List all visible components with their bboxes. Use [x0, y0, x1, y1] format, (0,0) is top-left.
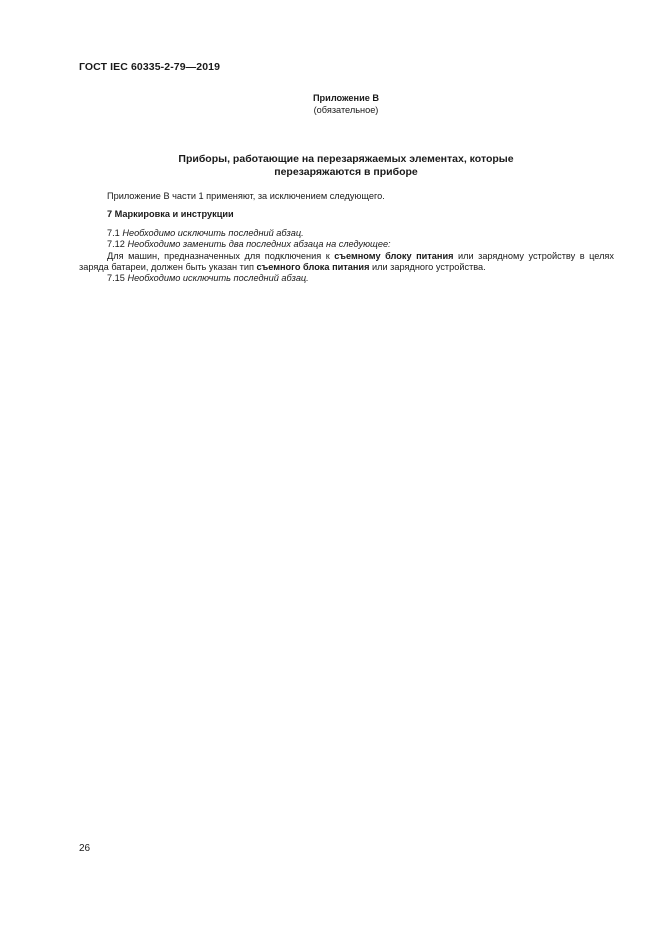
- item-7-15-number: 7.15: [107, 273, 128, 284]
- item-7-15-text: Необходимо исключить последний абзац.: [127, 273, 309, 284]
- section-title: [0, 153, 661, 179]
- replacement-paragraph-part-3: или зарядного устройства.: [369, 262, 486, 273]
- intro-paragraph: Приложение В части 1 применяют, за исключением следующего.: [107, 191, 385, 201]
- item-7-12-number: 7.12: [107, 239, 128, 250]
- item-7-12-text: Необходимо заменить два последних абзаца на следующее:: [127, 239, 391, 250]
- replacement-paragraph-part-1: Для машин, предназначенных для подключения к: [107, 250, 335, 261]
- section-title-line-2: перезаряжаются в приборе: [274, 166, 418, 178]
- annex-heading: [0, 92, 661, 116]
- replacement-paragraph: [79, 251, 614, 274]
- item-7-15: [79, 273, 614, 284]
- item-7-1-text: Необходимо исключить последний абзац.: [122, 227, 304, 238]
- annex-status: (обязательное): [313, 105, 379, 115]
- detachable-power-unit-term-2: съемного блока питания: [256, 262, 370, 273]
- replacement-paragraph-part-2: или зарядному устройству в целях заряда батареи, должен быть указан тип: [79, 250, 614, 273]
- subsection-title: 7 Маркировка и инструкции: [107, 209, 234, 220]
- document-header: ГОСТ IEC 60335-2-79—2019: [79, 61, 221, 73]
- page-number: 26: [79, 843, 91, 854]
- item-7-1-number: 7.1: [107, 227, 123, 238]
- item-7-12: [79, 239, 614, 250]
- item-7-1: [79, 228, 614, 239]
- annex-title: Приложение В: [312, 93, 380, 103]
- body-text: [79, 191, 614, 285]
- detachable-power-unit-term-1: съемному блоку питания: [334, 250, 454, 261]
- section-title-line-1: Приборы, работающие на перезаряжаемых элементах, которые: [178, 153, 514, 165]
